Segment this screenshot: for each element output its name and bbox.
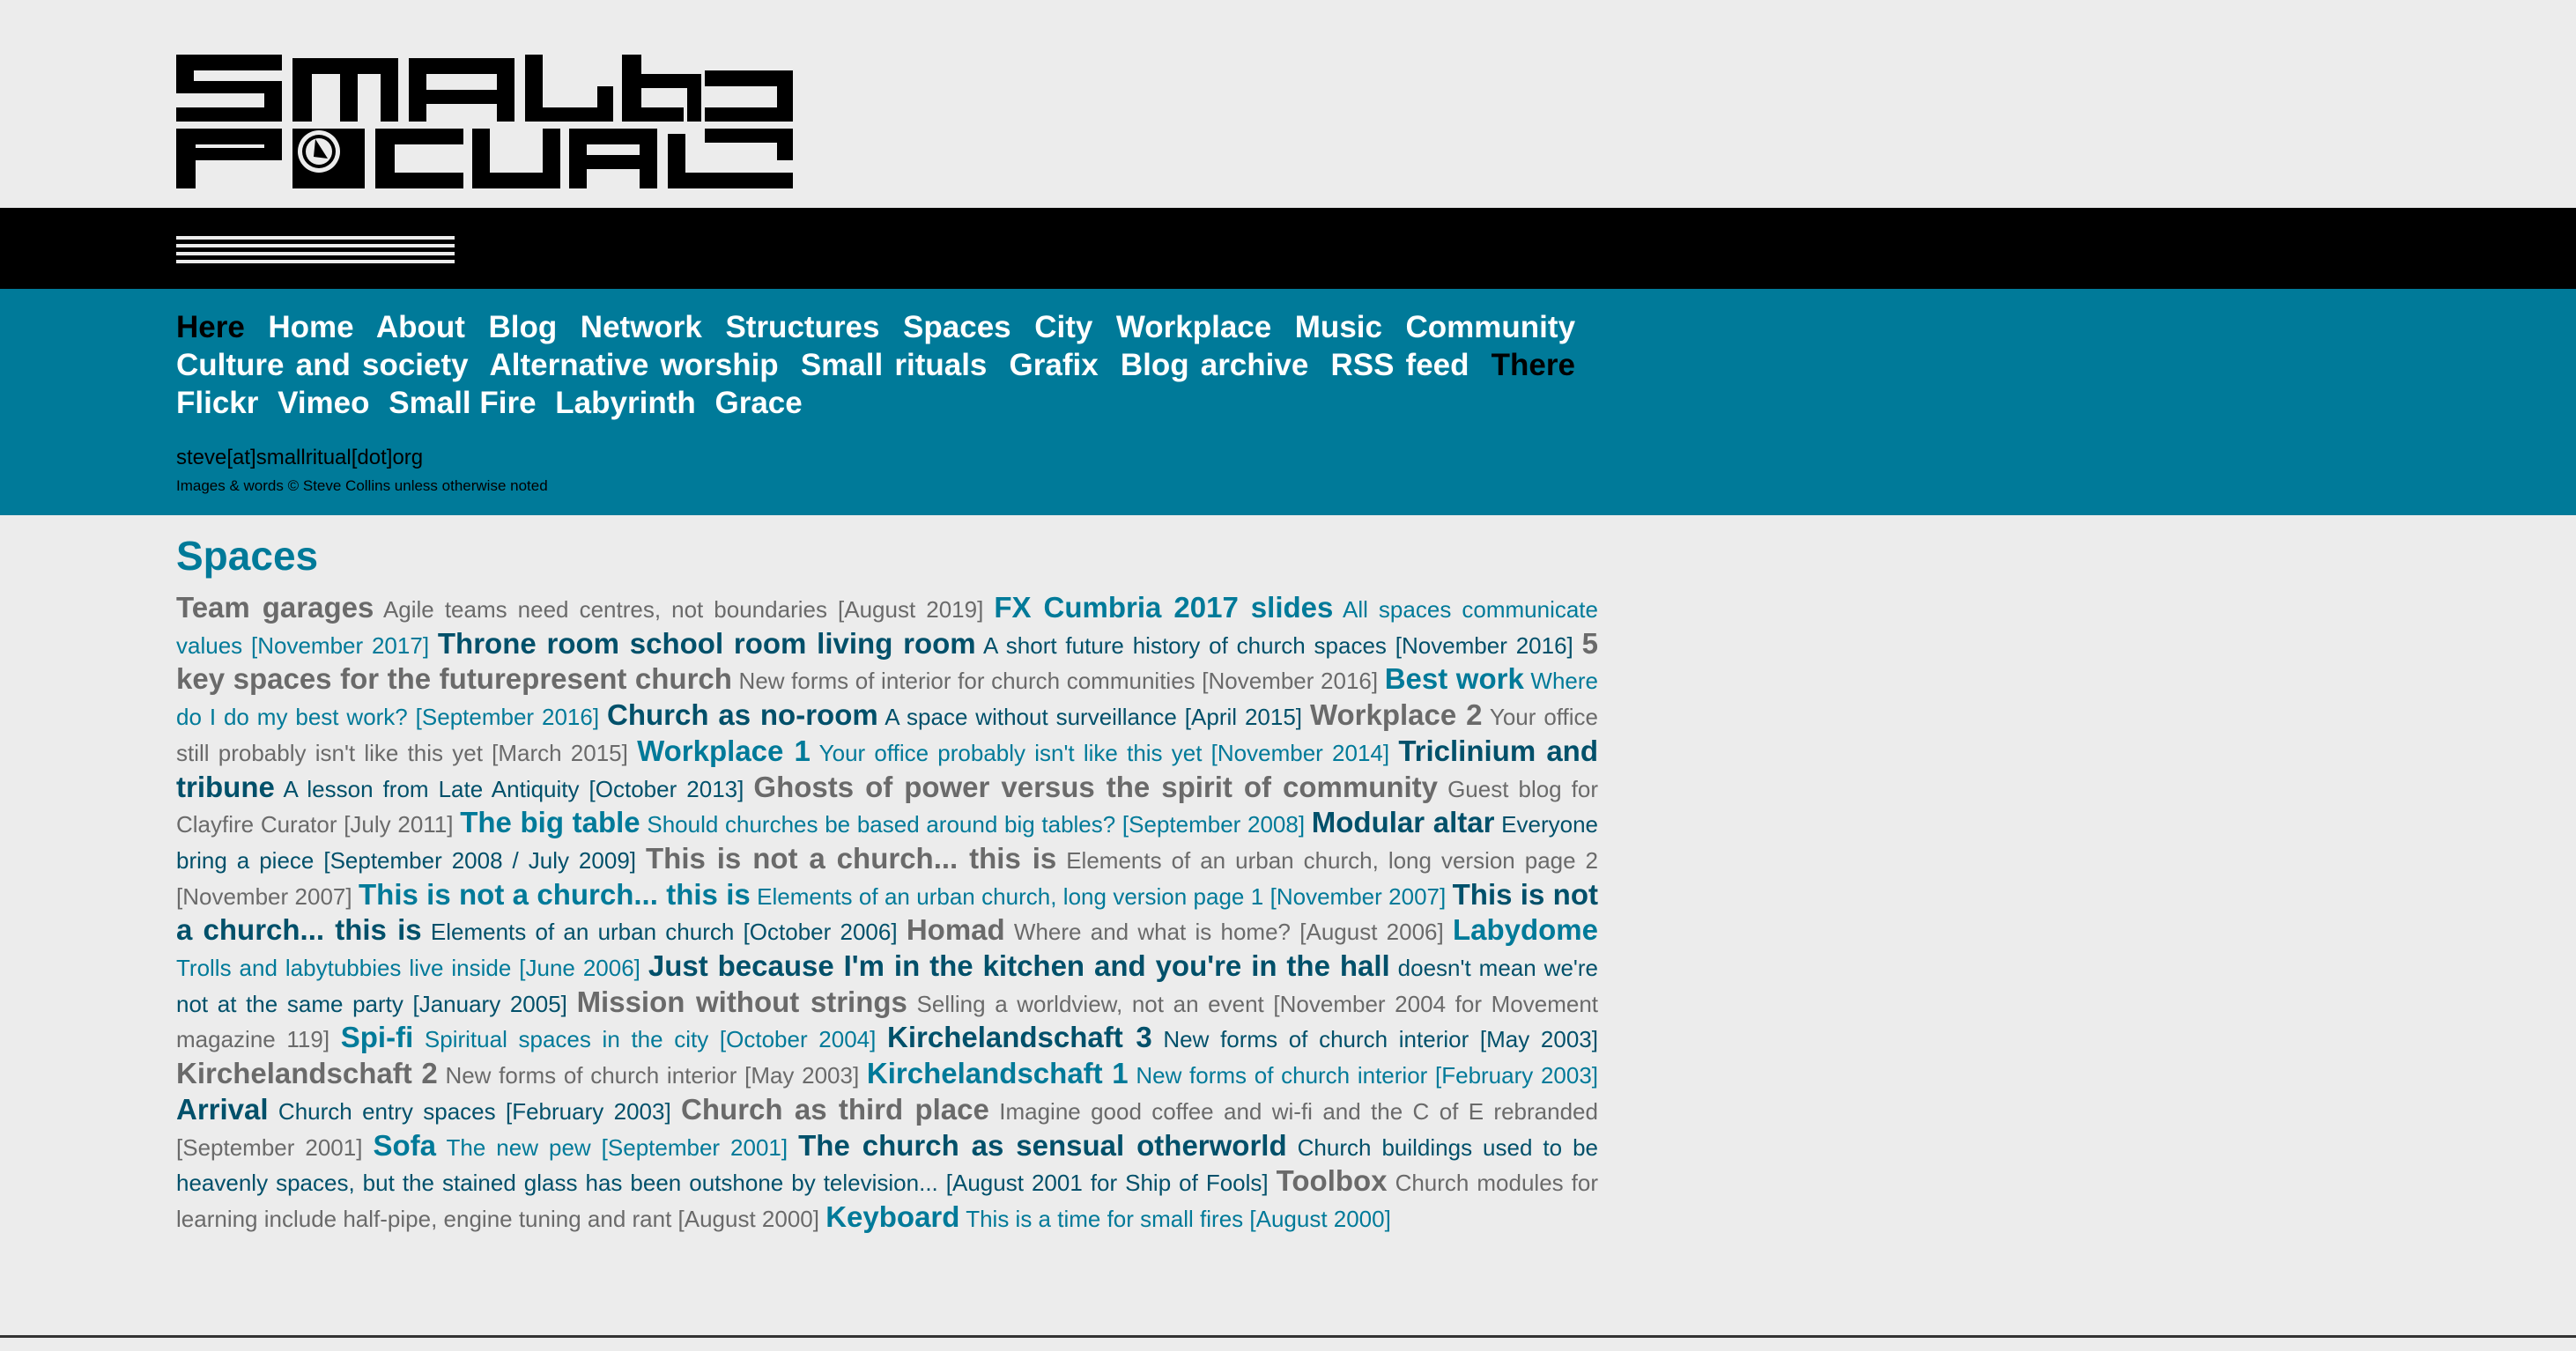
space-entry-title[interactable]: Kirchelandschaft 2 [176, 1057, 438, 1090]
space-entry-description: New forms of church interior [May 2003] [1163, 1026, 1598, 1053]
space-entry[interactable] [437, 626, 1573, 660]
space-entry[interactable] [606, 698, 1303, 732]
menu-line [176, 252, 455, 255]
space-entry[interactable] [460, 806, 1306, 839]
nav-link-community[interactable]: Community [1405, 310, 1576, 344]
space-entry-title[interactable]: This is not a church... this is [176, 877, 1598, 947]
space-entry-description: A short future history of church spaces [November 2016] [983, 631, 1573, 659]
nav-link-home[interactable]: Home [268, 310, 354, 344]
space-entry-title[interactable]: Just because I'm in the kitchen and you're in the hall [648, 949, 1390, 983]
copyright-notice: Images & words © Steve Collins unless otherwise noted [176, 477, 548, 494]
space-entry-title[interactable]: Sofa [373, 1128, 436, 1162]
space-entry[interactable] [866, 1057, 1599, 1090]
space-entry-description: doesn't mean we're not at the same party [January 2005] [176, 955, 1598, 1017]
space-entry-title[interactable]: Throne room school room living room [437, 626, 976, 660]
space-entry-title[interactable]: The church as sensual otherworld [798, 1128, 1287, 1162]
space-entry[interactable] [825, 1200, 1391, 1233]
menu-line [176, 244, 455, 247]
space-entry-description: New forms of church interior [February 2003] [1136, 1062, 1599, 1089]
space-entry-description: Elements of an urban church, long version page 2 [November 2007] [176, 846, 1599, 910]
nav-link-network[interactable]: Network [580, 310, 702, 344]
space-entry-title[interactable]: This is not a church... this is [646, 841, 1057, 875]
menu-line [176, 236, 455, 240]
space-entry-description: Imagine good coffee and wi-fi and the C of E rebranded [September 2001] [176, 1097, 1598, 1161]
space-entry-description: Everyone bring a piece [September 2008 / July 2009] [176, 811, 1598, 874]
nav-link-blog[interactable]: Blog [488, 310, 558, 344]
nav-link-small-fire[interactable]: Small Fire [389, 386, 537, 420]
space-entry-description: Spiritual spaces in the city [October 2004] [424, 1026, 877, 1053]
space-entry-title[interactable]: Modular altar [1311, 806, 1495, 839]
space-entry-title[interactable]: 5 key spaces for the futurepresent church [176, 626, 1598, 696]
spaces-entry-list [176, 591, 1598, 1237]
nav-link-vimeo[interactable]: Vimeo [278, 386, 370, 420]
space-entry-description: Selling a worldview, not an event [November 2004 for Movement magazine 119] [176, 990, 1599, 1053]
space-entry-title[interactable]: Homad [906, 913, 1005, 947]
space-entry-description: Guest blog for Clayfire Curator [July 2011] [176, 775, 1599, 838]
nav-link-city[interactable]: City [1034, 310, 1093, 344]
site-logo[interactable] [176, 55, 795, 188]
space-entry-title[interactable]: FX Cumbria 2017 slides [994, 591, 1334, 624]
space-entry-description: Elements of an urban church [October 2006] [430, 919, 898, 946]
space-entry-title[interactable]: The big table [460, 806, 640, 839]
space-entry-description: Agile teams need centres, not boundaries [August 2019] [382, 596, 984, 623]
contact-email: steve[at]smallritual[dot]org [176, 446, 424, 469]
space-entry[interactable] [340, 1021, 877, 1054]
space-entry-title[interactable]: Ghosts of power versus the spirit of community [753, 770, 1439, 803]
nav-link-small-rituals[interactable]: Small rituals [800, 348, 988, 382]
nav-heading-here: Here [176, 310, 245, 344]
space-entry-description: All spaces communicate values [November 2017] [176, 596, 1598, 659]
space-entry-description: Your office probably isn't like this yet [November 2014] [818, 739, 1390, 766]
space-entry-title[interactable]: Team garages [176, 591, 374, 624]
space-entry-title[interactable]: Toolbox [1276, 1164, 1388, 1198]
nav-link-workplace[interactable]: Workplace [1115, 310, 1272, 344]
nav-link-labyrinth[interactable]: Labyrinth [555, 386, 696, 420]
space-entry-description: Where and what is home? [August 2006] [1013, 919, 1444, 946]
menu-line [176, 260, 455, 263]
space-entry[interactable] [637, 734, 1390, 767]
space-entry[interactable] [887, 1021, 1598, 1054]
nav-link-alternative-worship[interactable]: Alternative worship [489, 348, 779, 382]
space-entry-title[interactable]: Arrival [176, 1092, 269, 1126]
main-navigation [176, 308, 1586, 422]
space-entry-description: A lesson from Late Antiquity [October 2013] [283, 775, 744, 802]
nav-heading-there: There [1491, 348, 1575, 382]
space-entry[interactable] [176, 1057, 860, 1090]
space-entry-title[interactable]: Labydome [1452, 913, 1599, 947]
nav-link-structures[interactable]: Structures [725, 310, 880, 344]
space-entry-title[interactable]: Workplace 2 [1309, 698, 1483, 732]
space-entry-title[interactable]: Spi-fi [340, 1021, 414, 1054]
space-entry[interactable] [359, 877, 1447, 911]
nav-link-grace[interactable]: Grace [714, 386, 803, 420]
space-entry-title[interactable]: Keyboard [825, 1200, 960, 1233]
footer-divider [0, 1335, 2576, 1338]
nav-link-grafix[interactable]: Grafix [1009, 348, 1099, 382]
space-entry-description: Church modules for learning include half-pipe, engine tuning and rant [August 2000] [176, 1170, 1598, 1232]
space-entry-description: The new pew [September 2001] [446, 1133, 788, 1161]
space-entry-title[interactable]: Kirchelandschaft 3 [887, 1021, 1152, 1054]
space-entry[interactable] [906, 913, 1444, 947]
page-title: Spaces [176, 533, 319, 579]
space-entry-title[interactable]: Workplace 1 [637, 734, 811, 767]
nav-link-about[interactable]: About [375, 310, 465, 344]
space-entry-description: Should churches be based around big tables? [September 2008] [647, 811, 1306, 838]
nav-link-music[interactable]: Music [1294, 310, 1382, 344]
nav-link-rss-feed[interactable]: RSS feed [1330, 348, 1469, 382]
space-entry-title[interactable]: Church as no-room [606, 698, 878, 732]
menu-toggle-icon[interactable] [176, 236, 455, 262]
space-entry-title[interactable]: Mission without strings [576, 985, 907, 1018]
space-entry-description: Elements of an urban church, long version page 1 [November 2007] [757, 882, 1447, 910]
space-entry-title[interactable]: Triclinium and tribune [176, 734, 1599, 803]
space-entry[interactable] [176, 1092, 671, 1126]
nav-link-spaces[interactable]: Spaces [903, 310, 1011, 344]
space-entry-title[interactable]: Best work [1384, 662, 1524, 696]
space-entry-description: Church entry spaces [February 2003] [278, 1097, 671, 1125]
navigation-panel [0, 289, 2576, 515]
space-entry-description: Where do I do my best work? [September 2016] [176, 668, 1598, 731]
space-entry-title[interactable]: Kirchelandschaft 1 [866, 1057, 1129, 1090]
space-entry-description: Your office still probably isn't like this yet [March 2015] [176, 704, 1599, 766]
nav-link-culture-and-society[interactable]: Culture and society [176, 348, 469, 382]
space-entry[interactable] [373, 1128, 788, 1162]
space-entry-description: This is a time for small fires [August 2000] [966, 1205, 1391, 1232]
space-entry-title[interactable]: This is not a church... this is [359, 877, 751, 911]
menu-bar [0, 208, 2576, 289]
nav-link-blog-archive[interactable]: Blog archive [1120, 348, 1309, 382]
space-entry-description: Trolls and labytubbies live inside [June 2006] [176, 955, 640, 982]
nav-link-flickr[interactable]: Flickr [176, 386, 259, 420]
space-entry-description: New forms of interior for church communities [November 2016] [738, 668, 1379, 695]
space-entry-description: Church buildings used to be heavenly spaces, but the stained glass has been outshone by television... [August 2001 for Ship of Fools] [176, 1133, 1599, 1197]
space-entry-title[interactable]: Church as third place [681, 1092, 989, 1126]
space-entry-description: A space without surveillance [April 2015] [885, 704, 1303, 731]
space-entry-description: New forms of church interior [May 2003] [445, 1062, 860, 1089]
space-entry[interactable] [176, 591, 984, 624]
